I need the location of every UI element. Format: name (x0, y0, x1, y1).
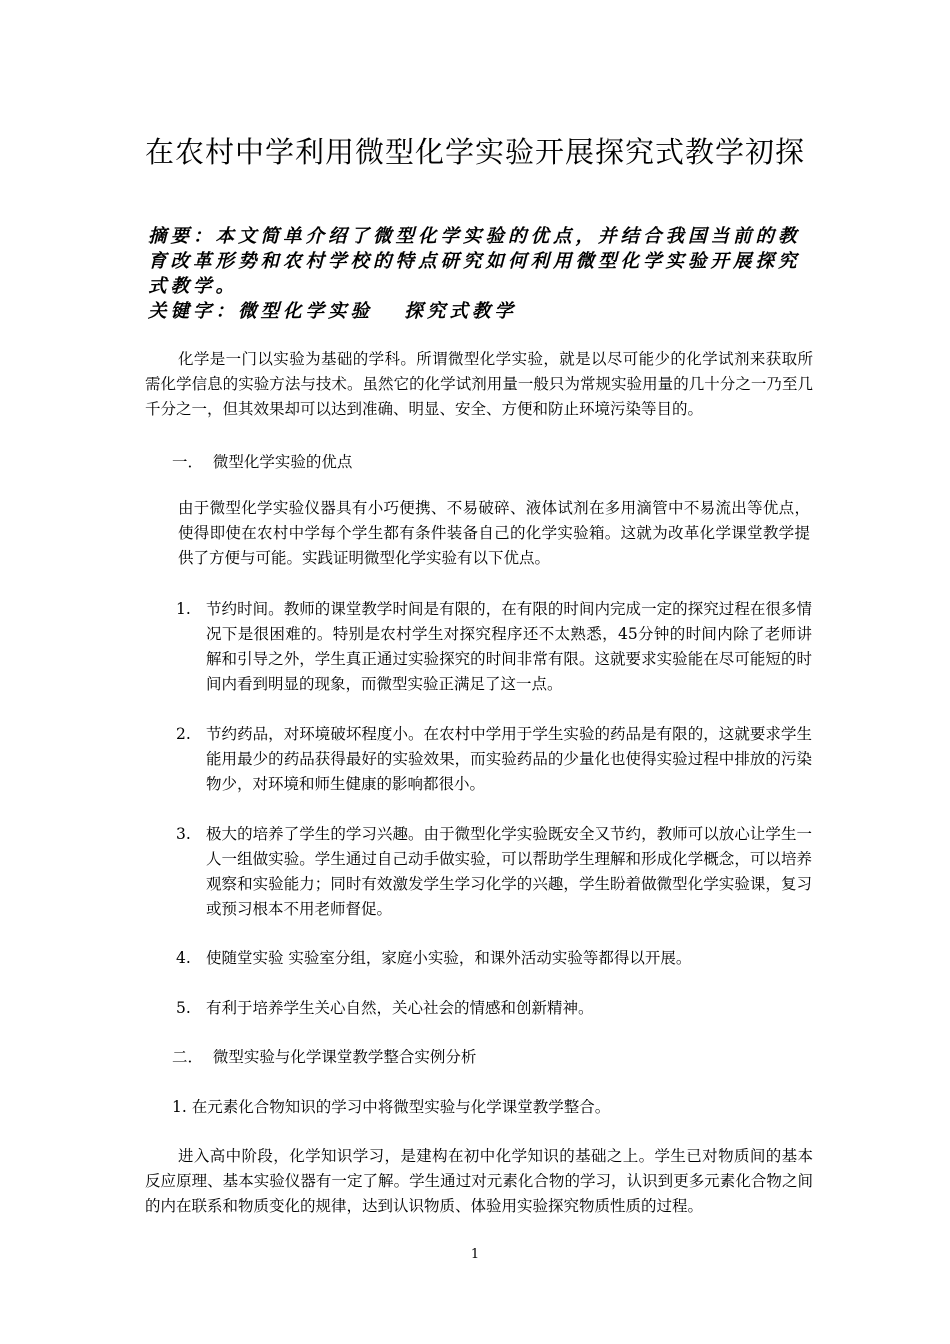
page-number: 1 (470, 1247, 480, 1262)
list-item (176, 996, 812, 1021)
section-2-subheading: 1. 在元素化合物知识的学习中将微型实验与化学课堂教学整合。 (172, 1098, 611, 1116)
list-item (176, 597, 812, 697)
list-item-number: 2. (176, 725, 191, 743)
document-title: 在农村中学利用微型化学实验开展探究式教学初探 (144, 135, 805, 169)
list-item-text: 节约时间。教师的课堂教学时间是有限的，在有限的时间内完成一定的探究过程在很多情况下是很困难的。特别是农村学生对探究程序还不太熟悉，45分钟的时间内除了老师讲解和引导之外，学生真正通过实验探究的时间非常有限。这就要求实验能在尽可能短的时间内看到明显的现象，而微型实验正满足了这一点。 (206, 600, 812, 693)
list-item-text: 节约药品，对环境破坏程度小。在农村中学用于学生实验的药品是有限的，这就要求学生能用最少的药品获得最好的实验效果，而实验药品的少量化也使得实验过程中排放的污染物少，对环境和师生健康的影响都很小。 (206, 725, 812, 793)
list-item-number: 1. (176, 600, 191, 618)
list-item-number: 5. (176, 999, 191, 1017)
list-item (176, 822, 812, 922)
keywords: 关键字：微型化学实验 探究式教学 (148, 301, 517, 322)
list-item (176, 946, 812, 971)
list-item-number: 3. (176, 825, 191, 843)
list-item-text: 使随堂实验 实验室分组，家庭小实验，和课外活动实验等都得以开展。 (206, 949, 692, 967)
abstract: 摘要：本文简单介绍了微型化学实验的优点，并结合我国当前的教育改革形势和农村学校的特点研究如何利用微型化学实验开展探究式教学。 (148, 226, 801, 297)
list-item (176, 722, 812, 797)
section-1-heading: 一． 微型化学实验的优点 (172, 453, 353, 471)
section-1-intro-paragraph: 由于微型化学实验仪器具有小巧便携、不易破碎、液体试剂在多用滴管中不易流出等优点，使得即使在农村中学每个学生都有条件装备自己的化学实验箱。这就为改革化学课堂教学提供了方便与可能。实践证明微型化学实验有以下优点。 (178, 499, 810, 567)
intro-paragraph: 化学是一门以实验为基础的学科。所谓微型化学实验，就是以尽可能少的化学试剂来获取所需化学信息的实验方法与技术。虽然它的化学试剂用量一般只为常规实验用量的几十分之一乃至几千分之一，但其效果却可以达到准确、明显、安全、方便和防止环境污染等目的。 (145, 350, 813, 418)
section-2-paragraph: 进入高中阶段，化学知识学习，是建构在初中化学知识的基础之上。学生已对物质间的基本反应原理、基本实验仪器有一定了解。学生通过对元素化合物的学习，认识到更多元素化合物之间的内在联系和物质变化的规律，达到认识物质、体验用实验探究物质性质的过程。 (145, 1147, 813, 1215)
list-item-text: 有利于培养学生关心自然，关心社会的情感和创新精神。 (206, 999, 594, 1017)
list-item-number: 4. (176, 949, 191, 967)
section-2-heading: 二． 微型实验与化学课堂教学整合实例分析 (172, 1048, 477, 1066)
list-item-text: 极大的培养了学生的学习兴趣。由于微型化学实验既安全又节约，教师可以放心让学生一人一组做实验。学生通过自己动手做实验，可以帮助学生理解和形成化学概念，可以培养观察和实验能力；同时有效激发学生学习化学的兴趣，学生盼着做微型化学实验课，复习或预习根本不用老师督促。 (206, 825, 812, 918)
